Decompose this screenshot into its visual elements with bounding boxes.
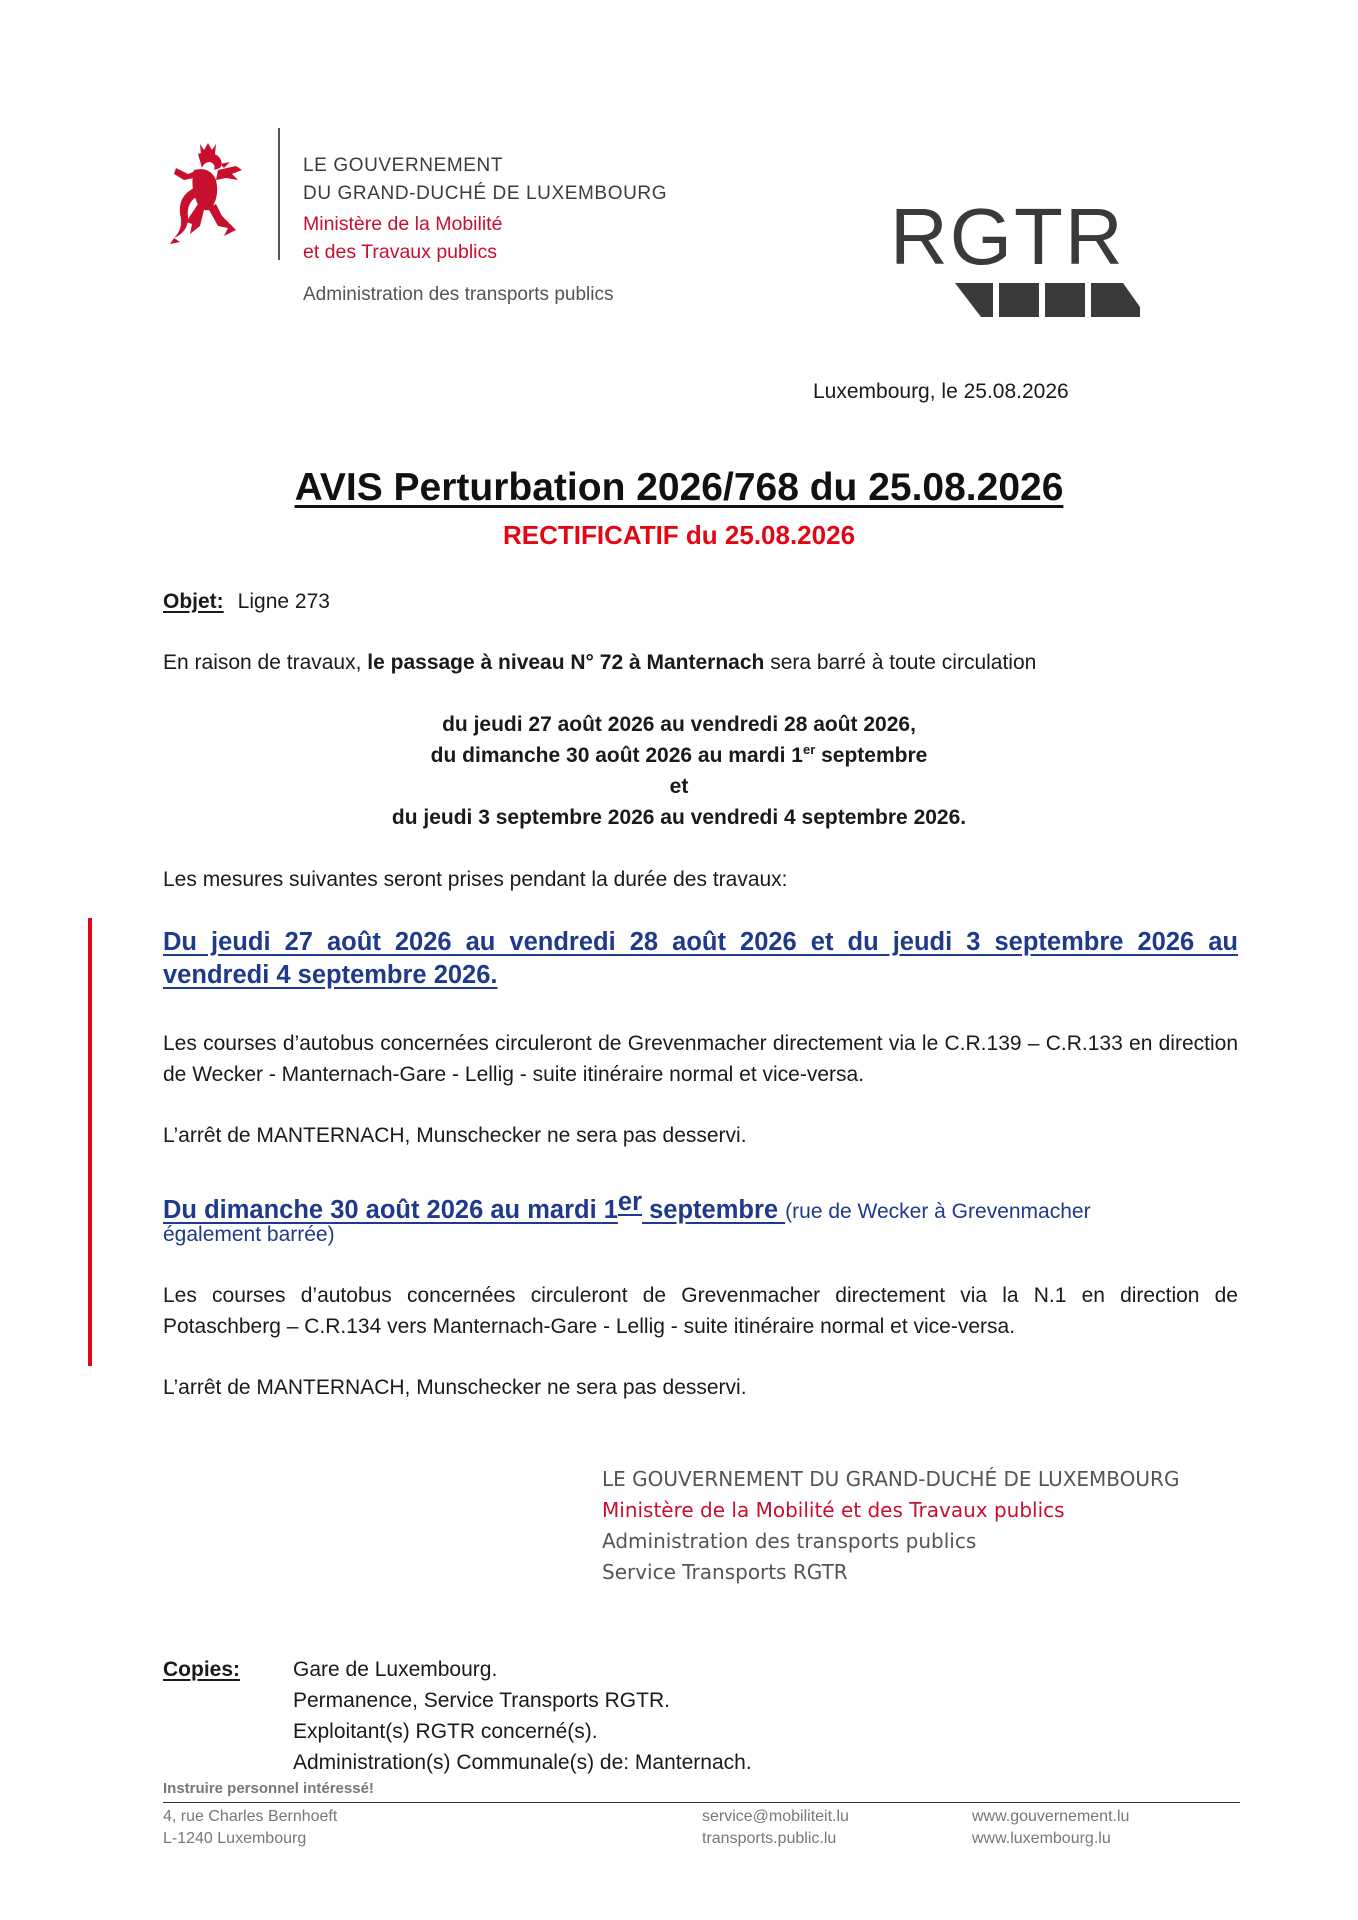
header-divider	[278, 128, 280, 260]
footer-luxembourg-link[interactable]: www.luxembourg.lu	[972, 1830, 1111, 1847]
section1-heading: Du jeudi 27 août 2026 au vendredi 28 août 2026 et du jeudi 3 septembre 2026 au vendredi 4 septembre 2026.	[163, 928, 1238, 989]
copies-item: Administration(s) Communale(s) de: Manternach.	[293, 1751, 752, 1774]
signature-line3: Administration des transports publics	[602, 1529, 977, 1553]
footer-address2: L-1240 Luxembourg	[163, 1830, 307, 1847]
rgtr-logo: RGTR	[890, 192, 1125, 281]
section2-paragraph2: L’arrêt de MANTERNACH, Munschecker ne sera pas desservi.	[163, 1376, 747, 1399]
period-line3: et	[669, 775, 689, 798]
objet-line	[163, 586, 330, 617]
period-line2	[0, 740, 1358, 771]
ministry-line1: Ministère de la Mobilité	[303, 213, 503, 235]
period-line2-sup: er	[802, 742, 816, 757]
page-title: AVIS Perturbation 2026/768 du 25.08.2026	[294, 466, 1064, 509]
copies-item: Gare de Luxembourg.	[293, 1658, 498, 1681]
intro-bold: le passage à niveau N° 72 à Manternach	[367, 651, 765, 674]
intro-before: En raison de travaux,	[163, 651, 368, 674]
objet-label: Objet:	[163, 590, 224, 613]
section2-heading-end: septembre	[642, 1196, 786, 1224]
footer-address1: 4, rue Charles Bernhoeft	[163, 1808, 338, 1825]
footer-gouvernement-link[interactable]: www.gouvernement.lu	[972, 1808, 1130, 1825]
section2-heading-sup: er	[617, 1188, 643, 1216]
footer-transports-link[interactable]: transports.public.lu	[702, 1830, 837, 1847]
section1-paragraph1: Les courses d’autobus concernées circuleront de Grevenmacher directement via le C.R.139 – C.R.133 en direction de Wecker - Manternach-Gare - Lellig - suite itinéraire normal et vice-versa.	[163, 1032, 1238, 1086]
change-marker-bar	[88, 918, 92, 1366]
period-line4: du jeudi 3 septembre 2026 au vendredi 4 septembre 2026.	[391, 806, 967, 829]
signature-ministry: Ministère de la Mobilité et des Travaux publics	[602, 1498, 1065, 1522]
period-line1: du jeudi 27 août 2026 au vendredi 28 août 2026,	[442, 713, 916, 736]
section2-note: (rue de Wecker à Grevenmacher	[785, 1200, 1091, 1223]
administration-line: Administration des transports publics	[303, 284, 614, 305]
objet-value: Ligne 273	[237, 590, 330, 613]
signature-line1: LE GOUVERNEMENT DU GRAND-DUCHÉ DE LUXEMBOURG	[602, 1467, 1180, 1491]
section2-paragraph1: Les courses d’autobus concernées circuleront de Grevenmacher directement via la N.1 en direction de Potaschberg – C.R.134 vers Manternach-Gare - Lellig - suite itinéraire normal et vice-versa.	[163, 1284, 1238, 1338]
copies-item: Exploitant(s) RGTR concerné(s).	[293, 1720, 598, 1743]
ministry-line2: et des Travaux publics	[303, 241, 498, 263]
period-line2-main: du dimanche 30 août 2026 au mardi 1	[430, 744, 803, 767]
rectificatif-subtitle: RECTIFICATIF du 25.08.2026	[502, 520, 856, 550]
red-lion-coat-of-arms-icon	[170, 140, 252, 248]
gov-title-line1: LE GOUVERNEMENT	[303, 155, 504, 176]
period-line2-end: septembre	[815, 744, 928, 767]
intro-after: sera barré à toute circulation	[764, 651, 1037, 674]
copies-label: Copies:	[163, 1658, 241, 1681]
footer-email-link[interactable]: service@mobiliteit.lu	[702, 1808, 849, 1825]
signature-line4: Service Transports RGTR	[602, 1560, 848, 1584]
intro-paragraph	[163, 647, 1036, 678]
section2-note-line2: également barrée)	[163, 1223, 335, 1246]
copies-item: Permanence, Service Transports RGTR.	[293, 1689, 670, 1712]
section1-paragraph2: L’arrêt de MANTERNACH, Munschecker ne sera pas desservi.	[163, 1124, 747, 1147]
section2-heading-main: Du dimanche 30 août 2026 au mardi 1	[163, 1196, 618, 1224]
date-line: Luxembourg, le 25.08.2026	[813, 380, 1069, 403]
instruire-note: Instruire personnel intéressé!	[163, 1780, 374, 1797]
footer-rule	[163, 1802, 1240, 1803]
mesures-intro: Les mesures suivantes seront prises pendant la durée des travaux:	[163, 868, 788, 891]
gov-title-line2: DU GRAND-DUCHÉ DE LUXEMBOURG	[303, 183, 668, 204]
rgtr-logo-bar-icon	[955, 283, 1140, 317]
